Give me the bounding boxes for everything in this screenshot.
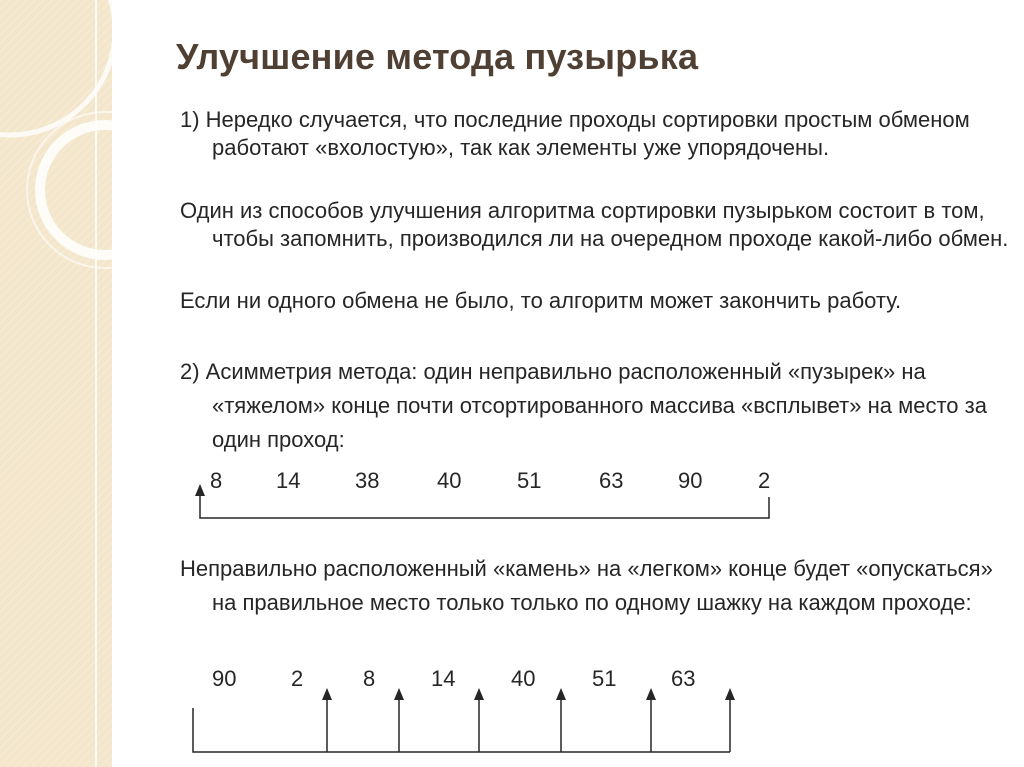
arrow-up-icon: [322, 688, 332, 700]
arrow-heads: [322, 688, 735, 700]
array-value: 40: [437, 468, 462, 493]
array-value: 8: [210, 468, 223, 493]
array-value: 14: [276, 468, 301, 493]
paragraph-2: Один из способов улучшения алгоритма сортировки пузырьком состоит в том, чтобы запомнить, производился ли на очередном проходе какой-либо обмен.: [180, 198, 1009, 251]
sink-down-connectors: [193, 698, 730, 752]
arrow-up-icon: [556, 688, 566, 700]
array-value: 40: [511, 666, 536, 691]
arrow-up-icon: [394, 688, 404, 700]
array-value: 90: [212, 666, 237, 691]
array-value: 2: [291, 666, 304, 691]
arrow-up-icon: [725, 688, 735, 700]
array-value: 14: [431, 666, 456, 691]
array-value: 38: [355, 468, 380, 493]
array-value: 8: [363, 666, 376, 691]
slide-title: Улучшение метода пузырька: [176, 36, 699, 77]
arrow-up-icon: [474, 688, 484, 700]
paragraph-1: 1) Нередко случается, что последние проходы сортировки простым обменом работают «вхолостую», так как элементы уже упорядочены.: [180, 107, 970, 160]
paragraph-3: Если ни одного обмена не было, то алгоритм может закончить работу.: [180, 288, 902, 313]
arrow-up-icon: [646, 688, 656, 700]
array-value: 63: [671, 666, 696, 691]
paragraph-5: Неправильно расположенный «камень» на «легком» конце будет «опускаться» на правильное место только только по одному шажку на каждом проходе:: [180, 556, 993, 615]
array-value: 63: [599, 468, 624, 493]
array-value: 2: [758, 468, 771, 493]
array-value: 90: [678, 468, 703, 493]
array-value: 51: [592, 666, 617, 691]
paragraph-4: 2) Асимметрия метода: один неправильно расположенный «пузырек» на «тяжелом» конце почти отсортированного массива «всплывет» на место за один проход:: [180, 359, 987, 452]
array-value: 51: [517, 468, 542, 493]
